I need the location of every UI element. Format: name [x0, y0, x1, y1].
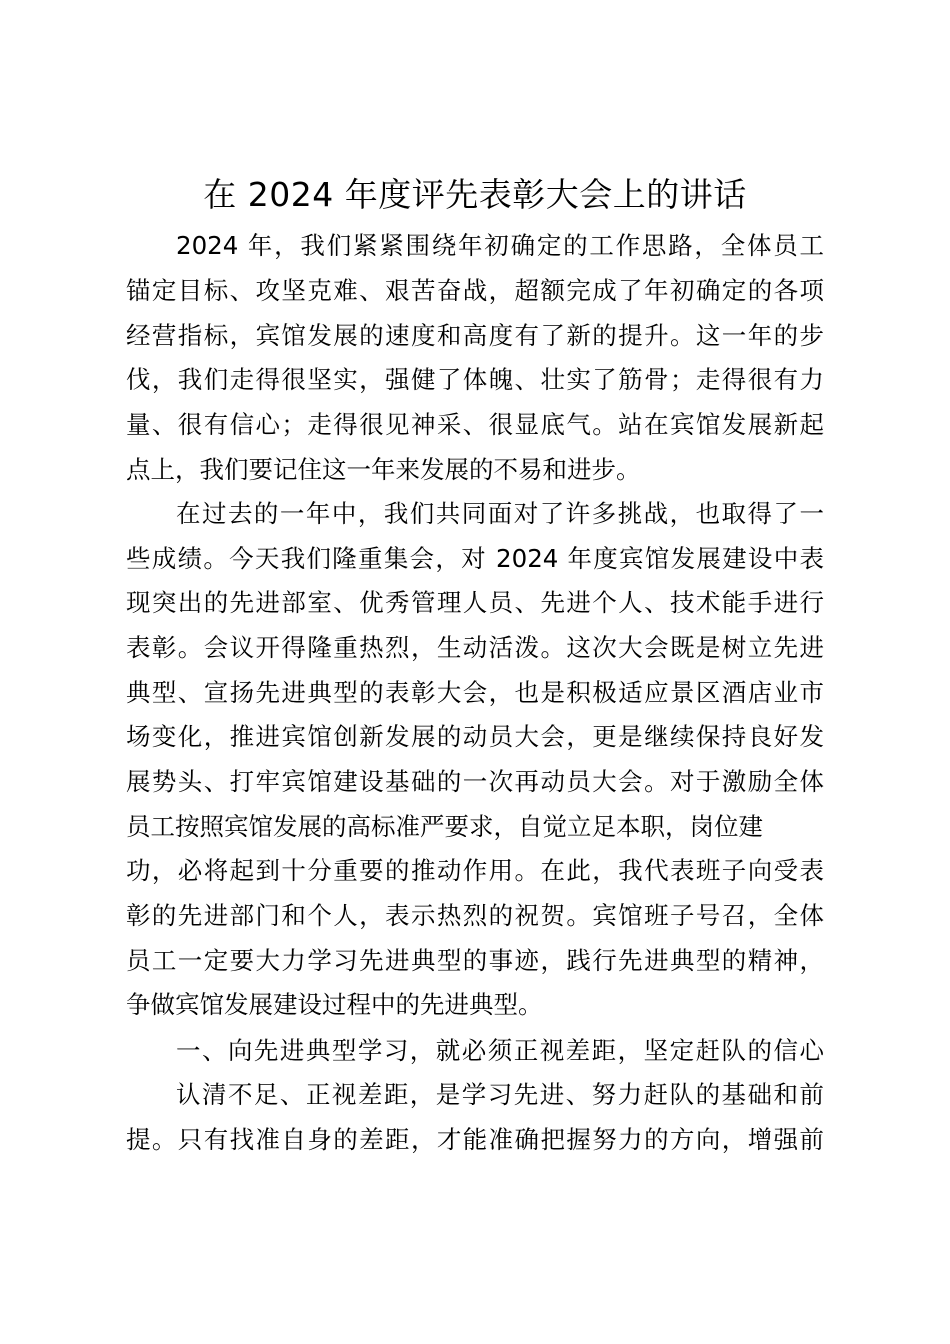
paragraph-2-line-8: 员工按照宾馆发展的高标准严要求，自觉立足本职，岗位建 [126, 812, 763, 841]
paragraph-2-line-11: 员工一定要大力学习先进典型的事迹，践行先进典型的精神， [126, 946, 824, 975]
paragraph-2-line-2: 些成绩。今天我们隆重集会，对 2024 年度宾馆发展建设中表 [126, 544, 824, 573]
paragraph-2-line-9: 功，必将起到十分重要的推动作用。在此，我代表班子向受表 [126, 856, 824, 885]
paragraph-2-line-1: 在过去的一年中，我们共同面对了许多挑战，也取得了一 [176, 499, 824, 528]
paragraph-1-line-2: 锚定目标、攻坚克难、艰苦奋战，超额完成了年初确定的各项 [126, 276, 824, 305]
paragraph-2-line-3: 现突出的先进部室、优秀管理人员、先进个人、技术能手进行 [126, 588, 824, 617]
document-title: 在 2024 年度评先表彰大会上的讲话 [203, 175, 747, 214]
paragraph-1-line-6: 点上，我们要记住这一年来发展的不易和进步。 [126, 455, 641, 484]
paragraph-1-line-5: 量、很有信心；走得很见神采、很显底气。站在宾馆发展新起 [126, 410, 824, 439]
paragraph-1-line-4: 伐，我们走得很坚实，强健了体魄、壮实了筋骨；走得很有力 [126, 365, 824, 394]
paragraph-2-line-7: 展势头、打牢宾馆建设基础的一次再动员大会。对于激励全体 [126, 767, 824, 796]
paragraph-3-line-1: 认清不足、正视差距，是学习先进、努力赶队的基础和前 [176, 1080, 824, 1109]
section-heading-1: 一、向先进典型学习，就必须正视差距，坚定赶队的信心 [176, 1036, 824, 1065]
paragraph-2-line-10: 彰的先进部门和个人，表示热烈的祝贺。宾馆班子号召，全体 [126, 901, 824, 930]
paragraph-2-line-4: 表彰。会议开得隆重热烈，生动活泼。这次大会既是树立先进 [126, 633, 824, 662]
paragraph-3-line-2: 提。只有找准自身的差距，才能准确把握努力的方向，增强前 [126, 1125, 824, 1154]
paragraph-1-line-3: 经营指标，宾馆发展的速度和高度有了新的提升。这一年的步 [126, 321, 824, 350]
paragraph-1-line-1: 2024 年，我们紧紧围绕年初确定的工作思路，全体员工 [176, 231, 824, 260]
paragraph-2-line-12: 争做宾馆发展建设过程中的先进典型。 [126, 990, 543, 1019]
paragraph-2-line-5: 典型、宣扬先进典型的表彰大会，也是积极适应景区酒店业市 [126, 678, 824, 707]
paragraph-2-line-6: 场变化，推进宾馆创新发展的动员大会，更是继续保持良好发 [126, 722, 824, 751]
